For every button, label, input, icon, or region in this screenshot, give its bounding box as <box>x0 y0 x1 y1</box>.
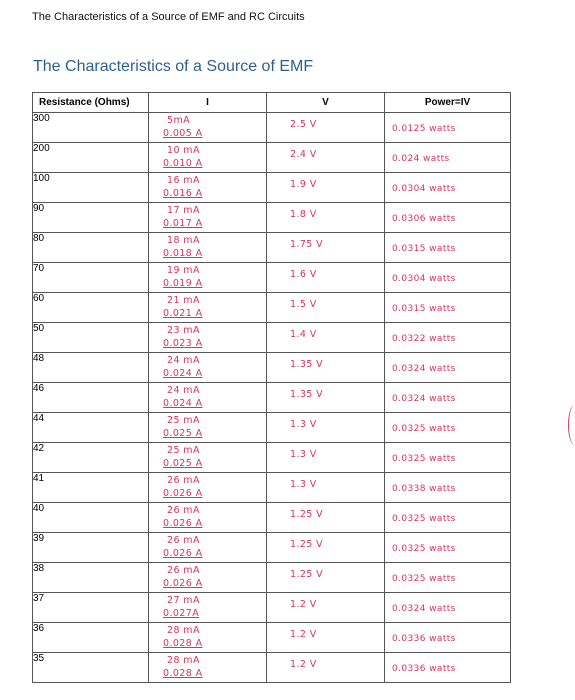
resistance-cell <box>33 203 149 233</box>
table-row <box>33 383 511 413</box>
resistance-value: 48 <box>33 353 45 364</box>
table-row <box>33 593 511 623</box>
table-row <box>33 563 511 593</box>
voltage-value: 2.5 V <box>290 119 317 130</box>
power-cell <box>385 233 511 263</box>
voltage-value: 1.35 V <box>290 389 324 400</box>
voltage-value: 1.3 V <box>290 449 317 460</box>
power-value: 0.0325 watts <box>392 574 456 584</box>
current-a-value: 0.024 A <box>163 398 203 409</box>
resistance-cell <box>33 293 149 323</box>
resistance-value: 40 <box>33 503 45 514</box>
power-cell <box>385 293 511 323</box>
voltage-cell <box>267 443 385 473</box>
voltage-cell <box>267 113 385 143</box>
current-cell <box>149 563 267 593</box>
voltage-value: 1.3 V <box>290 479 317 490</box>
resistance-value: 42 <box>33 443 45 454</box>
table-row <box>33 263 511 293</box>
voltage-cell <box>267 263 385 293</box>
power-cell <box>385 623 511 653</box>
current-a-value: 0.019 A <box>163 278 203 289</box>
power-value: 0.0304 watts <box>392 274 456 284</box>
resistance-cell <box>33 113 149 143</box>
voltage-value: 2.4 V <box>290 149 317 160</box>
voltage-cell <box>267 503 385 533</box>
table-body <box>33 113 511 683</box>
voltage-value: 1.5 V <box>290 299 317 310</box>
current-ma-value: 28 mA <box>167 655 200 666</box>
current-a-value: 0.016 A <box>163 188 203 199</box>
current-ma-value: 21 mA <box>167 295 200 306</box>
resistance-value: 50 <box>33 323 45 334</box>
power-cell <box>385 413 511 443</box>
resistance-value: 70 <box>33 263 45 274</box>
power-value: 0.0306 watts <box>392 214 456 224</box>
current-cell <box>149 233 267 263</box>
current-ma-value: 18 mA <box>167 235 200 246</box>
current-cell <box>149 203 267 233</box>
voltage-value: 1.8 V <box>290 209 317 220</box>
voltage-value: 1.6 V <box>290 269 317 280</box>
table-row <box>33 413 511 443</box>
voltage-cell <box>267 563 385 593</box>
table-row <box>33 143 511 173</box>
table-row <box>33 293 511 323</box>
current-a-value: 0.005 A <box>163 128 203 139</box>
power-cell <box>385 443 511 473</box>
header-current: I <box>149 93 267 113</box>
current-a-value: 0.021 A <box>163 308 203 319</box>
power-cell <box>385 473 511 503</box>
resistance-value: 90 <box>33 203 45 214</box>
resistance-cell <box>33 653 149 683</box>
current-a-value: 0.017 A <box>163 218 203 229</box>
resistance-value: 100 <box>33 173 50 184</box>
current-cell <box>149 263 267 293</box>
current-a-value: 0.028 A <box>163 638 203 649</box>
voltage-cell <box>267 653 385 683</box>
table-row <box>33 503 511 533</box>
resistance-value: 38 <box>33 563 45 574</box>
power-value: 0.0315 watts <box>392 304 456 314</box>
resistance-value: 36 <box>33 623 45 634</box>
resistance-cell <box>33 533 149 563</box>
power-cell <box>385 383 511 413</box>
voltage-cell <box>267 323 385 353</box>
current-ma-value: 24 mA <box>167 355 200 366</box>
resistance-cell <box>33 143 149 173</box>
power-value: 0.0338 watts <box>392 484 456 494</box>
voltage-cell <box>267 383 385 413</box>
power-cell <box>385 353 511 383</box>
resistance-cell <box>33 503 149 533</box>
power-cell <box>385 533 511 563</box>
resistance-cell <box>33 563 149 593</box>
table-row <box>33 203 511 233</box>
resistance-cell <box>33 233 149 263</box>
power-cell <box>385 323 511 353</box>
current-a-value: 0.026 A <box>163 488 203 499</box>
current-a-value: 0.018 A <box>163 248 203 259</box>
voltage-value: 1.25 V <box>290 569 324 580</box>
voltage-cell <box>267 173 385 203</box>
voltage-cell <box>267 533 385 563</box>
resistance-cell <box>33 623 149 653</box>
current-ma-value: 23 mA <box>167 325 200 336</box>
section-heading: The Characteristics of a Source of EMF <box>33 58 314 75</box>
current-cell <box>149 143 267 173</box>
resistance-value: 41 <box>33 473 45 484</box>
voltage-cell <box>267 203 385 233</box>
power-value: 0.0325 watts <box>392 454 456 464</box>
table-row <box>33 323 511 353</box>
power-value: 0.0125 watts <box>392 124 456 134</box>
current-ma-value: 17 mA <box>167 205 200 216</box>
current-ma-value: 28 mA <box>167 625 200 636</box>
header-power: Power=IV <box>385 93 511 113</box>
power-value: 0.0324 watts <box>392 604 456 614</box>
current-cell <box>149 653 267 683</box>
voltage-cell <box>267 473 385 503</box>
power-value: 0.0324 watts <box>392 364 456 374</box>
resistance-cell <box>33 323 149 353</box>
current-ma-value: 19 mA <box>167 265 200 276</box>
current-ma-value: 10 mA <box>167 145 200 156</box>
header-resistance: Resistance (Ohms) <box>33 93 149 113</box>
resistance-cell <box>33 263 149 293</box>
power-cell <box>385 503 511 533</box>
voltage-value: 1.25 V <box>290 509 324 520</box>
current-a-value: 0.025 A <box>163 428 203 439</box>
margin-pen-mark <box>568 405 575 445</box>
power-cell <box>385 203 511 233</box>
current-ma-value: 25 mA <box>167 445 200 456</box>
voltage-value: 1.3 V <box>290 419 317 430</box>
current-cell <box>149 323 267 353</box>
current-cell <box>149 173 267 203</box>
current-a-value: 0.026 A <box>163 578 203 589</box>
table-header-row <box>33 93 511 113</box>
power-value: 0.0325 watts <box>392 424 456 434</box>
current-ma-value: 5mA <box>167 115 190 126</box>
current-cell <box>149 413 267 443</box>
current-ma-value: 16 mA <box>167 175 200 186</box>
resistance-value: 39 <box>33 533 45 544</box>
voltage-value: 1.2 V <box>290 599 317 610</box>
resistance-value: 80 <box>33 233 45 244</box>
voltage-value: 1.75 V <box>290 239 324 250</box>
power-cell <box>385 653 511 683</box>
current-cell <box>149 533 267 563</box>
resistance-value: 46 <box>33 383 45 394</box>
table-row <box>33 533 511 563</box>
current-cell <box>149 623 267 653</box>
power-value: 0.0336 watts <box>392 634 456 644</box>
table-row <box>33 353 511 383</box>
current-ma-value: 26 mA <box>167 505 200 516</box>
table-row <box>33 233 511 263</box>
current-cell <box>149 503 267 533</box>
voltage-cell <box>267 143 385 173</box>
current-a-value: 0.024 A <box>163 368 203 379</box>
resistance-value: 60 <box>33 293 45 304</box>
current-ma-value: 26 mA <box>167 475 200 486</box>
current-a-value: 0.028 A <box>163 668 203 679</box>
table-row <box>33 653 511 683</box>
current-a-value: 0.023 A <box>163 338 203 349</box>
header-voltage: V <box>267 93 385 113</box>
current-cell <box>149 383 267 413</box>
voltage-value: 1.2 V <box>290 659 317 670</box>
power-cell <box>385 143 511 173</box>
voltage-cell <box>267 353 385 383</box>
voltage-value: 1.25 V <box>290 539 324 550</box>
power-value: 0.0336 watts <box>392 664 456 674</box>
voltage-value: 1.35 V <box>290 359 324 370</box>
power-value: 0.0315 watts <box>392 244 456 254</box>
power-cell <box>385 593 511 623</box>
current-a-value: 0.025 A <box>163 458 203 469</box>
power-value: 0.0325 watts <box>392 544 456 554</box>
resistance-value: 44 <box>33 413 45 424</box>
resistance-cell <box>33 413 149 443</box>
current-a-value: 0.027A <box>163 608 200 619</box>
resistance-cell <box>33 353 149 383</box>
current-cell <box>149 113 267 143</box>
current-ma-value: 26 mA <box>167 535 200 546</box>
resistance-value: 35 <box>33 653 45 664</box>
voltage-cell <box>267 413 385 443</box>
resistance-cell <box>33 443 149 473</box>
table-row <box>33 443 511 473</box>
power-value: 0.0322 watts <box>392 334 456 344</box>
resistance-cell <box>33 383 149 413</box>
power-cell <box>385 173 511 203</box>
current-a-value: 0.026 A <box>163 518 203 529</box>
current-cell <box>149 443 267 473</box>
table-row <box>33 473 511 503</box>
resistance-cell <box>33 593 149 623</box>
resistance-cell <box>33 473 149 503</box>
table-row <box>33 173 511 203</box>
current-ma-value: 26 mA <box>167 565 200 576</box>
power-value: 0.0324 watts <box>392 394 456 404</box>
power-value: 0.024 watts <box>392 154 450 164</box>
power-cell <box>385 563 511 593</box>
resistance-value: 200 <box>33 143 50 154</box>
voltage-value: 1.2 V <box>290 629 317 640</box>
table-row <box>33 623 511 653</box>
power-value: 0.0325 watts <box>392 514 456 524</box>
current-cell <box>149 293 267 323</box>
power-cell <box>385 263 511 293</box>
current-cell <box>149 473 267 503</box>
voltage-cell <box>267 623 385 653</box>
emf-data-table <box>32 92 511 683</box>
voltage-value: 1.9 V <box>290 179 317 190</box>
power-cell <box>385 113 511 143</box>
current-a-value: 0.010 A <box>163 158 203 169</box>
resistance-value: 300 <box>33 113 50 124</box>
resistance-cell <box>33 173 149 203</box>
resistance-value: 37 <box>33 593 45 604</box>
current-cell <box>149 353 267 383</box>
voltage-cell <box>267 593 385 623</box>
current-ma-value: 25 mA <box>167 415 200 426</box>
voltage-value: 1.4 V <box>290 329 317 340</box>
document-title: The Characteristics of a Source of EMF and RC Circuits <box>32 11 305 23</box>
voltage-cell <box>267 293 385 323</box>
current-ma-value: 24 mA <box>167 385 200 396</box>
current-a-value: 0.026 A <box>163 548 203 559</box>
power-value: 0.0304 watts <box>392 184 456 194</box>
current-ma-value: 27 mA <box>167 595 200 606</box>
table-row <box>33 113 511 143</box>
voltage-cell <box>267 233 385 263</box>
current-cell <box>149 593 267 623</box>
